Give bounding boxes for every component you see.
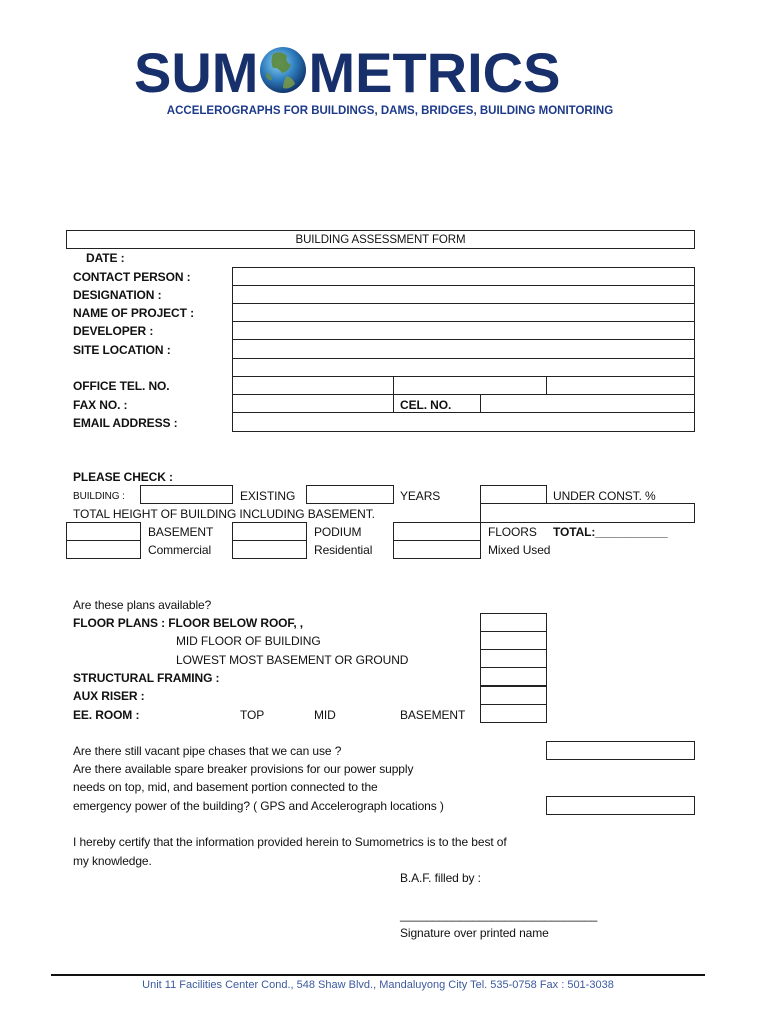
signature-label: Signature over printed name: [400, 926, 549, 940]
floors-checkbox[interactable]: [393, 522, 481, 541]
years-label: YEARS: [400, 489, 441, 503]
certify-text-1: I hereby certify that the information provided herein to Sumometrics is to the best of: [73, 835, 507, 849]
signature-line: ______________________________: [400, 908, 598, 922]
developer-field[interactable]: [232, 321, 695, 340]
breaker-question-2: needs on top, mid, and basement portion connected to the: [73, 780, 378, 794]
plans-question: Are these plans available?: [73, 598, 212, 612]
date-label: DATE :: [86, 251, 125, 265]
office-tel-field-1[interactable]: [232, 376, 394, 395]
commercial-checkbox[interactable]: [66, 540, 141, 559]
fax-label: FAX NO. :: [73, 398, 128, 412]
total-height-label: TOTAL HEIGHT OF BUILDING INCLUDING BASEMENT.: [73, 507, 375, 521]
cel-field[interactable]: [480, 394, 695, 413]
filled-by-label: B.A.F. filled by :: [400, 871, 481, 885]
mid-label: MID: [314, 708, 336, 722]
designation-label: DESIGNATION :: [73, 288, 162, 302]
mid-floor-label: MID FLOOR OF BUILDING: [176, 634, 321, 648]
basement-label-2: BASEMENT: [400, 708, 466, 722]
form-title: BUILDING ASSESSMENT FORM: [295, 234, 466, 246]
floor-below-roof-checkbox[interactable]: [480, 613, 547, 632]
structural-label: STRUCTURAL FRAMING :: [73, 671, 220, 685]
globe-icon: [259, 42, 307, 94]
podium-checkbox[interactable]: [232, 522, 307, 541]
logo-wordmark: [134, 38, 560, 108]
developer-label: DEVELOPER :: [73, 324, 154, 338]
footer-address: Unit 11 Facilities Center Cond., 548 Shaw Blvd., Mandaluyong City Tel. 535-0758 Fax : 501-3038: [142, 979, 614, 991]
office-tel-field-2[interactable]: [393, 376, 547, 395]
aux-riser-label: AUX RISER :: [73, 689, 145, 703]
floor-plans-label: FLOOR PLANS : FLOOR BELOW ROOF, ,: [73, 616, 304, 630]
site-location-field[interactable]: [232, 339, 695, 359]
contact-person-field[interactable]: [232, 267, 695, 286]
designation-field[interactable]: [232, 285, 695, 304]
logo-tagline: ACCELEROGRAPHS FOR BUILDINGS, DAMS, BRIDGES, BUILDING MONITORING: [166, 105, 614, 117]
structural-checkbox[interactable]: [480, 667, 547, 686]
existing-label: EXISTING: [240, 489, 296, 503]
email-label: EMAIL ADDRESS :: [73, 416, 178, 430]
aux-riser-checkbox[interactable]: [480, 686, 547, 705]
breaker-question-1: Are there available spare breaker provisions for our power supply: [73, 762, 414, 776]
office-tel-label: OFFICE TEL. NO.: [73, 379, 170, 393]
ee-room-checkbox[interactable]: [480, 704, 547, 723]
residential-label: Residential: [314, 543, 373, 557]
residential-checkbox[interactable]: [232, 540, 307, 559]
mixed-used-checkbox[interactable]: [393, 540, 481, 559]
email-field[interactable]: [232, 412, 695, 432]
mixed-used-label: Mixed Used: [488, 543, 551, 557]
total-height-field[interactable]: [480, 503, 695, 523]
cel-label: CEL. NO.: [400, 398, 452, 412]
years-field[interactable]: [480, 485, 547, 504]
commercial-label: Commercial: [148, 543, 212, 557]
top-label: TOP: [240, 708, 265, 722]
site-location-label: SITE LOCATION :: [73, 343, 171, 357]
logo-text-right: METRICS: [308, 41, 561, 104]
fax-field[interactable]: [232, 394, 394, 413]
basement-checkbox[interactable]: [66, 522, 141, 541]
building-label: BUILDING :: [73, 491, 125, 502]
existing-checkbox[interactable]: [306, 485, 394, 504]
ee-room-label: EE. ROOM :: [73, 708, 140, 722]
under-const-label: UNDER CONST. %: [553, 489, 656, 503]
lowest-label: LOWEST MOST BASEMENT OR GROUND: [176, 653, 409, 667]
certify-text-2: my knowledge.: [73, 854, 152, 868]
total-label: TOTAL:___________: [553, 525, 668, 539]
project-field[interactable]: [232, 303, 695, 322]
breaker-field[interactable]: [546, 796, 695, 815]
pipe-question: Are there still vacant pipe chases that we can use ?: [73, 744, 342, 758]
breaker-question-3: emergency power of the building? ( GPS and Accelerograph locations ): [73, 799, 444, 813]
site-location-field-2[interactable]: [232, 358, 695, 377]
lowest-checkbox[interactable]: [480, 649, 547, 668]
logo-text-left: SUM: [134, 41, 259, 104]
mid-floor-checkbox[interactable]: [480, 631, 547, 650]
pipe-field[interactable]: [546, 741, 695, 760]
basement-label: BASEMENT: [148, 525, 214, 539]
please-check-label: PLEASE CHECK :: [73, 470, 173, 484]
footer-divider: [51, 974, 705, 976]
podium-label: PODIUM: [314, 525, 362, 539]
building-checkbox[interactable]: [140, 485, 233, 504]
office-tel-field-3[interactable]: [546, 376, 695, 395]
floors-label: FLOORS: [488, 525, 537, 539]
project-label: NAME OF PROJECT :: [73, 306, 194, 320]
contact-person-label: CONTACT PERSON :: [73, 270, 191, 284]
